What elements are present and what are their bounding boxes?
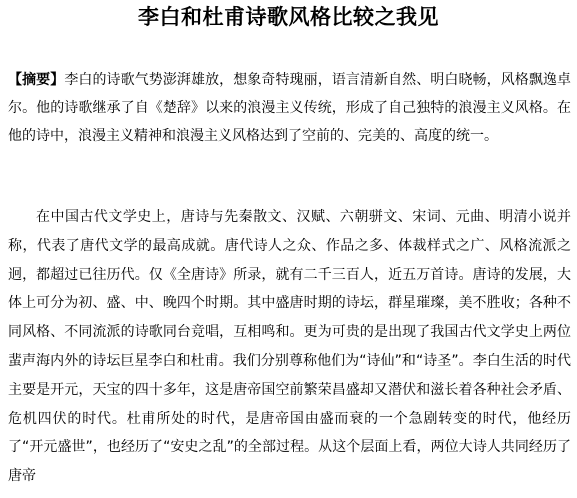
body-paragraph: 在中国古代文学史上，唐诗与先秦散文、汉赋、六朝骈文、宋词、元曲、明清小说并称，代表了唐代文学的最高成就。唐代诗人之众、作品之多、体裁样式之广、风格流派之迥，都超过已往历代。仅《全唐诗》所录，就有二千三百人，近五万首诗。唐诗的发展，大体上可分为初、盛、中、晚四个时期。其中盛唐时期的诗坛，群星璀璨，美不胜收；各种不同风格、不同流派的诗歌同台竞唱，互相鸣和。更为可贵的是出现了我国古代文学史上两位蜚声海内外的诗坛巨星李白和杜甫。我们分别尊称他们为“诗仙”和“诗圣”。李白生活的时代主要是开元，天宝的四十多年，这是唐帝国空前繁荣昌盛却又潜伏和滋长着各种社会矛盾、危机四伏的时代。杜甫所处的时代，是唐帝国由盛而衰的一个急剧转变的时代，他经历了“开元盛世”，也经历了“安史之乱”的全部过程。从这个层面上看，两位大诗人共同经历了唐帝 — [8, 209, 571, 485]
abstract-text: 李白的诗歌气势澎湃雄放，想象奇特瑰丽，语言清新自然、明白晓畅，风格飘逸卓尔。他的诗歌继承了自《楚辞》以来的浪漫主义传统，形成了自己独特的浪漫主义风格。在他的诗中，浪漫主义精神和浪漫主义风格达到了空前的、完美的、高度的统一。 — [8, 72, 572, 144]
abstract-label: 【摘要】 — [8, 72, 65, 88]
abstract-paragraph — [8, 66, 571, 150]
document-title: 李白和杜甫诗歌风格比较之我见 — [138, 4, 439, 29]
